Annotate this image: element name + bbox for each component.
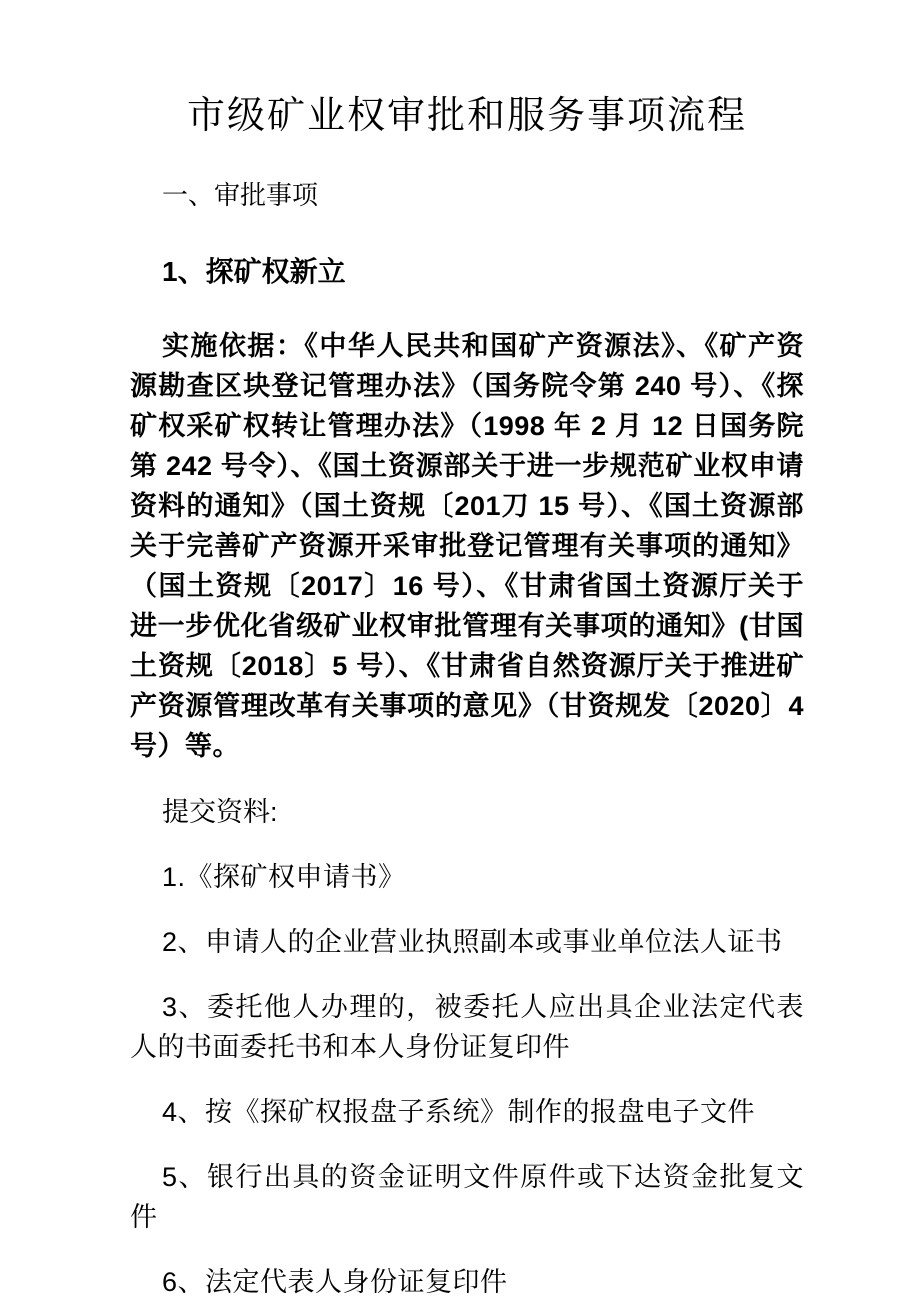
material-item-6: 6、法定代表人身份证复印件 <box>162 1267 508 1297</box>
material-item-4: 4、按《探矿权报盘子系统》制作的报盘电子文件 <box>162 1097 756 1127</box>
section-heading-approval-items: 一、审批事项 <box>162 180 319 210</box>
material-item-5: 5、银行出具的资金证明文件原件或下达资金批复文件 <box>130 1162 804 1232</box>
materials-heading: 提交资料: <box>162 797 278 827</box>
material-item-3: 3、委托他人办理的，被委托人应出具企业法定代表人的书面委托书和本人身份证复印件 <box>130 992 804 1062</box>
material-item-2: 2、申请人的企业营业执照副本或事业单位法人证书 <box>162 927 783 957</box>
subsection-heading-exploration-right-new: 1、探矿权新立 <box>162 256 346 287</box>
document-title: 市级矿业权审批和服务事项流程 <box>186 95 747 137</box>
implementation-basis-text: 《中华人民共和国矿产资源法》、《矿产资源勘查区块登记管理办法》（国务院令第 240 号）、《探矿权采矿权转让管理办法》（1998 年 2 月 12 日国务院第 242 号令）、《国土资源部关于进一步规范矿业权申请资料的通知》（国土资规〔201刀 15 号）、《国土资源部关于完善矿产资源开采审批登记管理有关事项的通知》（国土资规〔2017〕16 号）、《甘肃省国土资源厅关于进一步优化省级矿业权审批管理有关事项的通知》(甘国土资规〔2018〕5 号）、《甘肃省自然资源厅关于推进矿产资源管理改革有关事项的意见》（甘资规发〔2020〕4 号）等。 <box>130 331 805 761</box>
implementation-basis-paragraph <box>130 326 804 766</box>
material-item-1: 1.《探矿权申请书》 <box>162 862 406 892</box>
implementation-basis-label: 实施依据： <box>162 331 305 361</box>
